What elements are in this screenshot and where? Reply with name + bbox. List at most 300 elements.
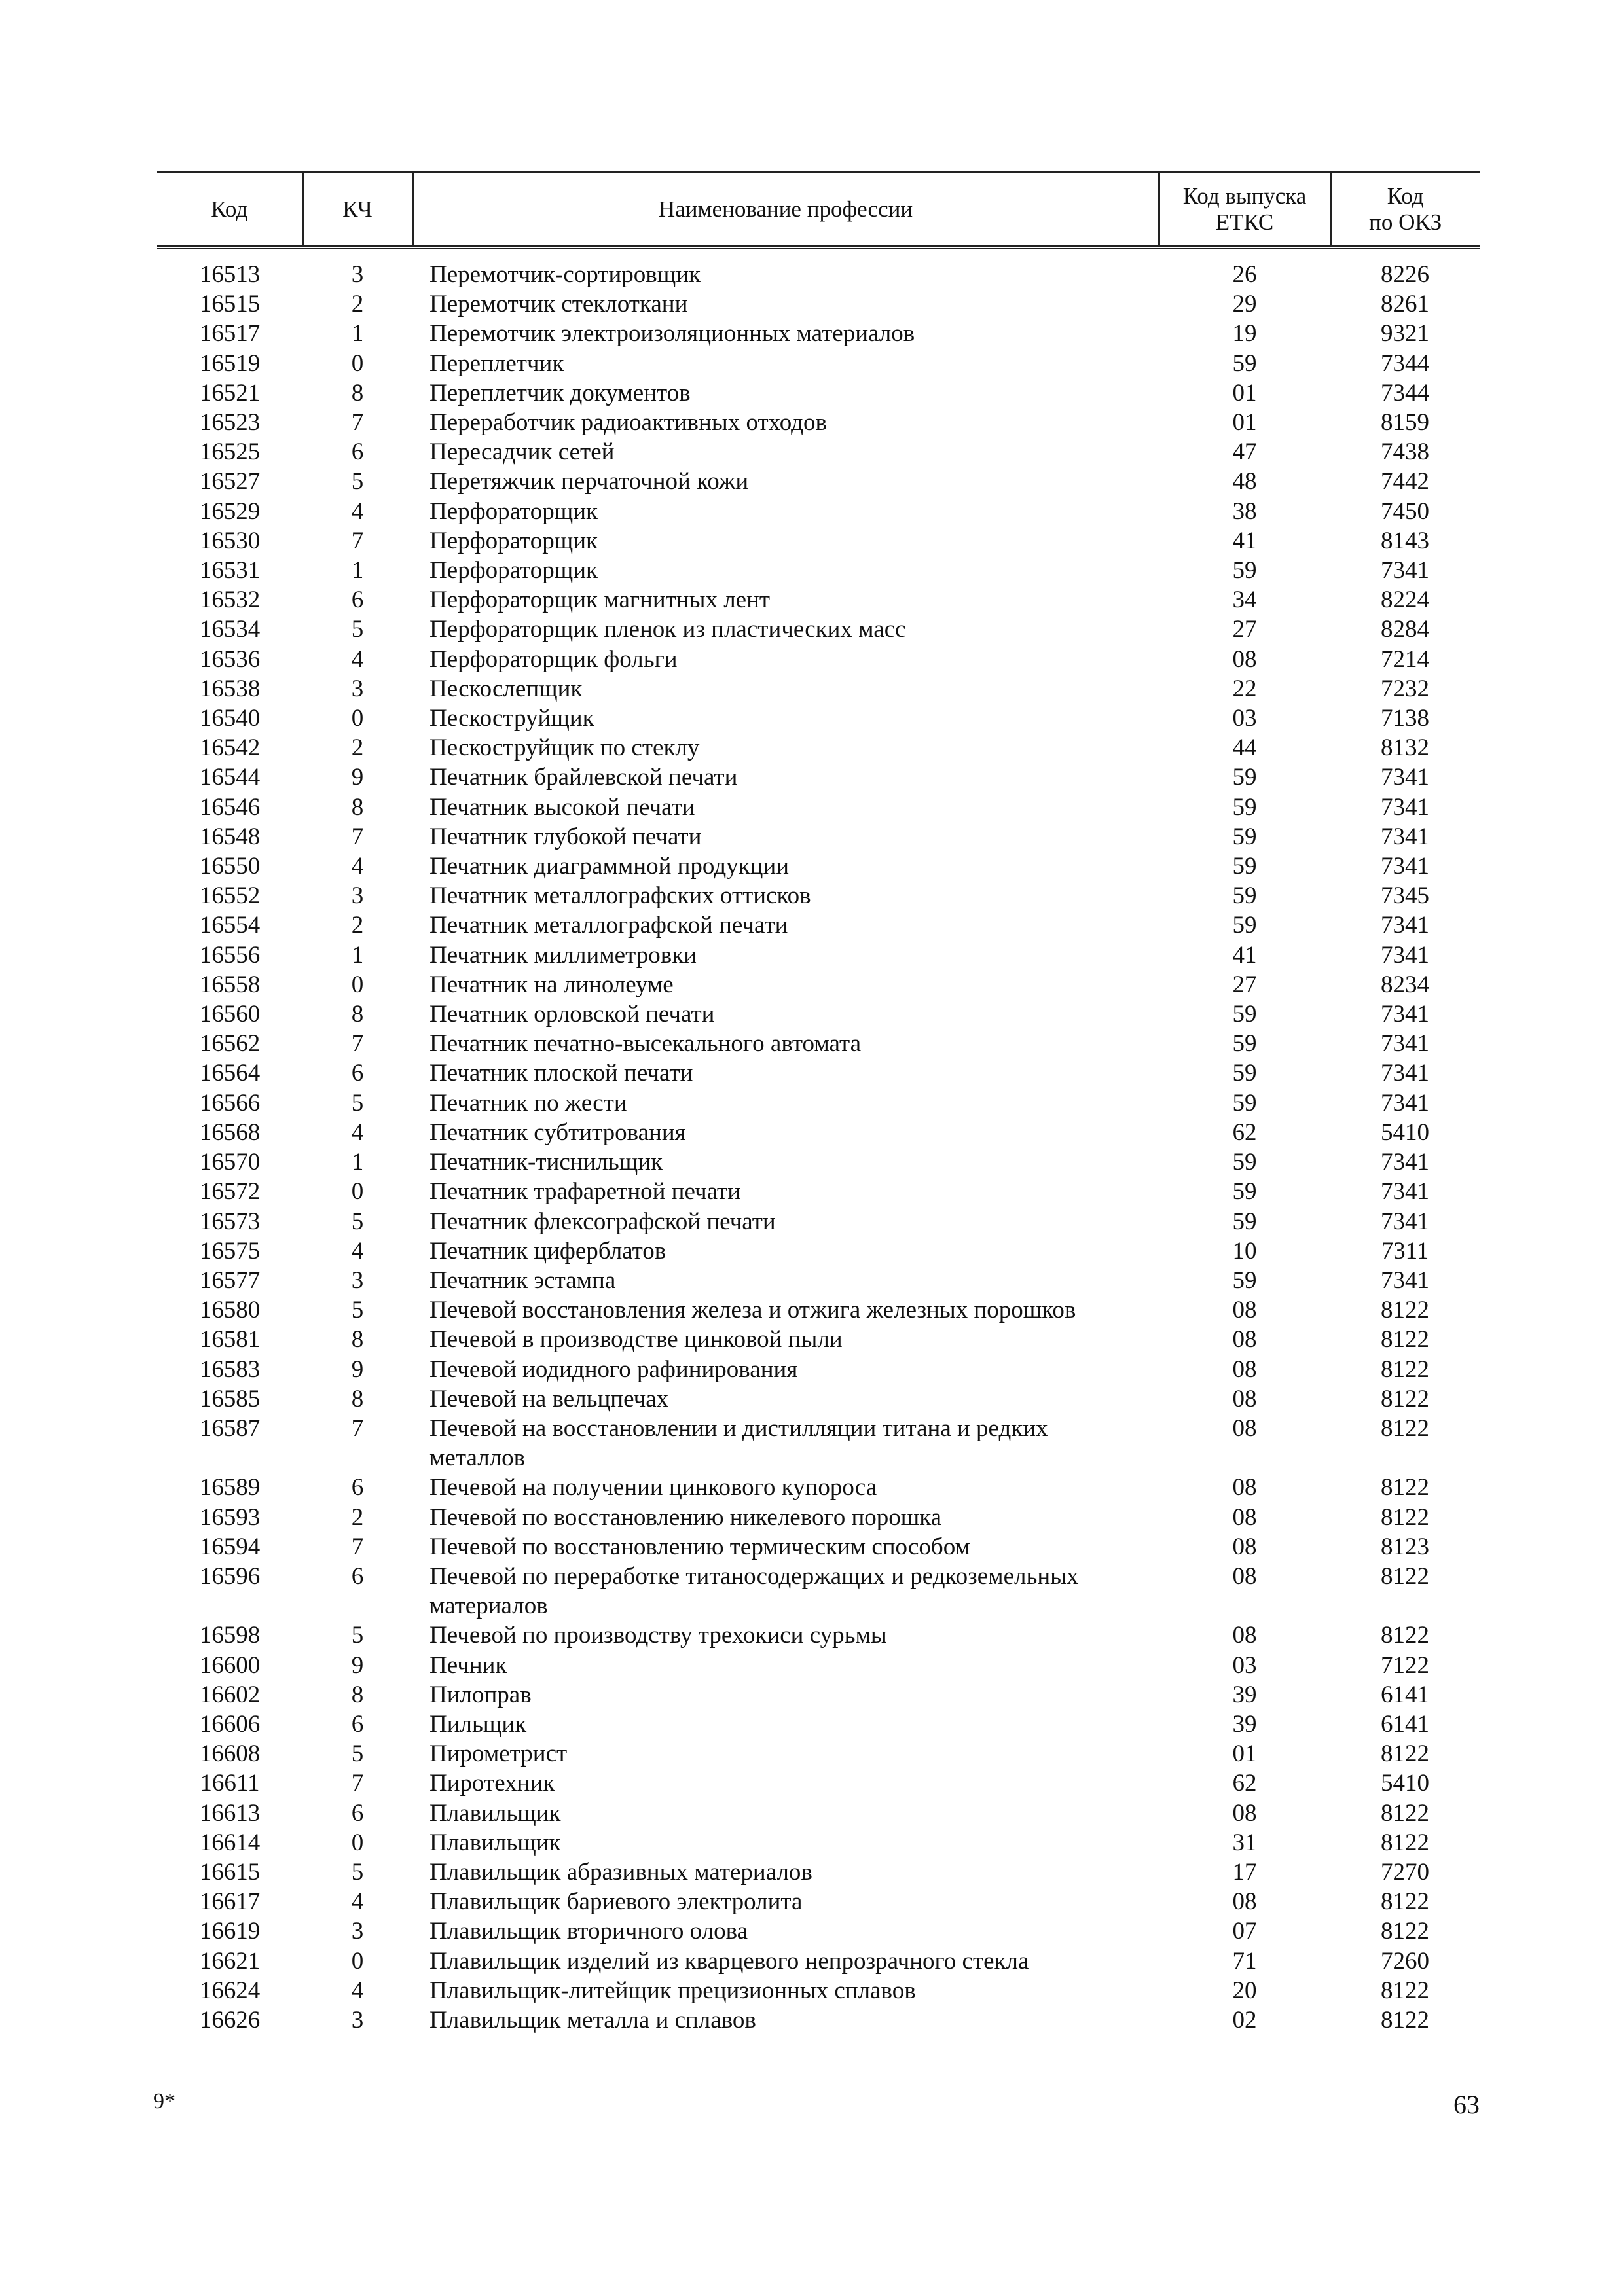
cell-kch: 5 bbox=[351, 616, 364, 643]
cell-etks: 59 bbox=[1232, 1266, 1257, 1294]
table-row bbox=[157, 1088, 1480, 1118]
cell-kch: 8 bbox=[351, 1326, 364, 1354]
cell-okz: 7344 bbox=[1381, 379, 1429, 406]
cell-code: 16619 bbox=[199, 1918, 261, 1945]
cell-name: Печатник эстампа bbox=[429, 1266, 616, 1294]
cell-etks: 31 bbox=[1232, 1829, 1257, 1856]
cell-name: Печатник на линолеуме bbox=[429, 971, 674, 998]
cell-name: Печатник трафаретной печати bbox=[429, 1178, 741, 1206]
cell-name: Печатник по жести bbox=[429, 1089, 627, 1117]
cell-okz: 7214 bbox=[1381, 645, 1429, 673]
cell-kch: 0 bbox=[351, 971, 364, 998]
cell-okz: 7341 bbox=[1381, 793, 1429, 821]
cell-etks: 17 bbox=[1232, 1858, 1257, 1886]
table-row bbox=[157, 1651, 1480, 1680]
cell-kch: 3 bbox=[351, 1918, 364, 1945]
cell-code: 16534 bbox=[199, 616, 261, 643]
cell-okz: 5410 bbox=[1381, 1119, 1429, 1146]
cell-name: Печатник металлографских оттисков bbox=[429, 882, 811, 910]
table-row bbox=[157, 1355, 1480, 1384]
cell-kch: 7 bbox=[351, 823, 364, 850]
cell-kch: 5 bbox=[351, 1622, 364, 1649]
cell-name: Печевой иодидного рафинирования bbox=[429, 1355, 798, 1383]
cell-name: Печевой на получении цинкового купороса bbox=[429, 1474, 877, 1501]
cell-okz: 8123 bbox=[1381, 1533, 1429, 1560]
table-row bbox=[157, 999, 1480, 1029]
table-row bbox=[157, 1207, 1480, 1236]
table-row bbox=[157, 1266, 1480, 1295]
cell-kch: 4 bbox=[351, 1119, 364, 1146]
cell-code: 16589 bbox=[199, 1474, 261, 1501]
cell-etks: 07 bbox=[1232, 1918, 1257, 1945]
cell-kch: 6 bbox=[351, 1562, 364, 1590]
cell-name: Печатник диаграммной продукции bbox=[429, 853, 790, 880]
cell-etks: 08 bbox=[1232, 1503, 1257, 1531]
cell-etks: 22 bbox=[1232, 675, 1257, 702]
cell-code: 16606 bbox=[199, 1710, 261, 1738]
cell-okz: 7270 bbox=[1381, 1858, 1429, 1886]
cell-kch: 5 bbox=[351, 1208, 364, 1235]
table-row bbox=[157, 1828, 1480, 1857]
table-row bbox=[157, 1946, 1480, 1976]
table-row bbox=[157, 1473, 1480, 1502]
cell-kch: 2 bbox=[351, 1503, 364, 1531]
cell-code: 16564 bbox=[199, 1060, 261, 1087]
cell-okz: 7341 bbox=[1381, 853, 1429, 880]
cell-okz: 8122 bbox=[1381, 2006, 1429, 2034]
cell-name: Печевой в производстве цинковой пыли bbox=[429, 1326, 843, 1354]
table-row bbox=[157, 319, 1480, 348]
cell-okz: 7341 bbox=[1381, 764, 1429, 791]
cell-kch: 4 bbox=[351, 1977, 364, 2004]
cell-code: 16554 bbox=[199, 912, 261, 939]
cell-kch: 0 bbox=[351, 1947, 364, 1975]
cell-kch: 3 bbox=[351, 2006, 364, 2034]
cell-kch: 7 bbox=[351, 1414, 364, 1442]
cell-name: Печатник глубокой печати bbox=[429, 823, 702, 850]
cell-kch: 0 bbox=[351, 1178, 364, 1206]
table-body bbox=[157, 247, 1480, 2035]
cell-okz: 8122 bbox=[1381, 1297, 1429, 1324]
cell-okz: 8143 bbox=[1381, 527, 1429, 554]
table-row bbox=[157, 733, 1480, 762]
cell-code: 16536 bbox=[199, 645, 261, 673]
cell-okz: 8122 bbox=[1381, 1622, 1429, 1649]
table-row bbox=[157, 1177, 1480, 1206]
cell-code: 16573 bbox=[199, 1208, 261, 1235]
cell-okz: 7341 bbox=[1381, 1208, 1429, 1235]
table-row bbox=[157, 822, 1480, 852]
cell-name: Перфораторщик bbox=[429, 497, 598, 525]
cell-etks: 08 bbox=[1232, 645, 1257, 673]
cell-name: Пескоструйщик bbox=[429, 705, 594, 732]
table-header bbox=[157, 173, 1480, 248]
table-row bbox=[157, 1976, 1480, 2005]
table-row bbox=[157, 1680, 1480, 1710]
cell-etks: 41 bbox=[1232, 527, 1257, 554]
cell-name: Перфораторщик магнитных лент bbox=[429, 586, 771, 614]
table-row bbox=[157, 1118, 1480, 1147]
cell-name: Плавильщик металла и сплавов bbox=[429, 2006, 756, 2034]
cell-name: Пиротехник bbox=[429, 1770, 555, 1797]
table-row bbox=[157, 970, 1480, 999]
cell-code: 16521 bbox=[199, 379, 261, 406]
cell-etks: 08 bbox=[1232, 1562, 1257, 1590]
cell-okz: 8122 bbox=[1381, 1918, 1429, 1945]
cell-etks: 08 bbox=[1232, 1888, 1257, 1916]
cell-okz: 8122 bbox=[1381, 1414, 1429, 1442]
table-row bbox=[157, 526, 1480, 556]
cell-okz: 8122 bbox=[1381, 1474, 1429, 1501]
cell-kch: 1 bbox=[351, 320, 364, 348]
cell-okz: 8261 bbox=[1381, 291, 1429, 318]
table-row bbox=[157, 1147, 1480, 1177]
cell-name: Перемотчик стеклоткани bbox=[429, 291, 688, 318]
cell-name: Печатник циферблатов bbox=[429, 1237, 666, 1265]
cell-etks: 47 bbox=[1232, 439, 1257, 466]
cell-etks: 01 bbox=[1232, 1740, 1257, 1768]
cell-kch: 5 bbox=[351, 1858, 364, 1886]
cell-name: Перфораторщик фольги bbox=[429, 645, 678, 673]
cell-etks: 19 bbox=[1232, 320, 1257, 348]
cell-etks: 08 bbox=[1232, 1799, 1257, 1827]
cell-code: 16617 bbox=[199, 1888, 261, 1916]
table-row bbox=[157, 1384, 1480, 1414]
cell-etks: 59 bbox=[1232, 1149, 1257, 1176]
cell-code: 16552 bbox=[199, 882, 261, 910]
cell-okz: 8284 bbox=[1381, 616, 1429, 643]
table-row bbox=[157, 1739, 1480, 1768]
cell-kch: 2 bbox=[351, 291, 364, 318]
cell-name: Переработчик радиоактивных отходов bbox=[429, 409, 827, 437]
cell-kch: 4 bbox=[351, 1237, 364, 1265]
cell-name: Печевой на вельцпечах bbox=[429, 1385, 669, 1412]
cell-name: Печатник миллиметровки bbox=[429, 941, 697, 969]
table-row bbox=[157, 585, 1480, 615]
cell-okz: 8122 bbox=[1381, 1503, 1429, 1531]
cell-code: 16523 bbox=[199, 409, 261, 437]
cell-name: Печатник печатно-высекального автомата bbox=[429, 1030, 862, 1058]
cell-code: 16626 bbox=[199, 2006, 261, 2034]
table-row bbox=[157, 1029, 1480, 1058]
header-name: Наименование профессии bbox=[412, 173, 1159, 248]
cell-kch: 3 bbox=[351, 1266, 364, 1294]
cell-etks: 03 bbox=[1232, 705, 1257, 732]
cell-code: 16593 bbox=[199, 1503, 261, 1531]
cell-okz: 7232 bbox=[1381, 675, 1429, 702]
cell-code: 16580 bbox=[199, 1297, 261, 1324]
table-row bbox=[157, 437, 1480, 467]
cell-etks: 59 bbox=[1232, 823, 1257, 850]
cell-etks: 08 bbox=[1232, 1474, 1257, 1501]
cell-okz: 7311 bbox=[1381, 1237, 1429, 1265]
cell-kch: 7 bbox=[351, 1030, 364, 1058]
cell-name: Печевой на восстановлении и дистилляции титана и редких металлов bbox=[429, 1414, 1048, 1472]
cell-name: Печевой восстановления железа и отжига железных порошков bbox=[429, 1297, 1076, 1324]
cell-code: 16613 bbox=[199, 1799, 261, 1827]
table-row bbox=[157, 1916, 1480, 1946]
cell-code: 16594 bbox=[199, 1533, 261, 1560]
cell-kch: 5 bbox=[351, 1089, 364, 1117]
cell-code: 16615 bbox=[199, 1858, 261, 1886]
cell-name: Плавильщик бариевого электролита bbox=[429, 1888, 803, 1916]
cell-name: Плавильщик изделий из кварцевого непрозрачного стекла bbox=[429, 1947, 1029, 1975]
cell-okz: 8122 bbox=[1381, 1740, 1429, 1768]
table-row bbox=[157, 852, 1480, 881]
cell-code: 16531 bbox=[199, 557, 261, 584]
cell-kch: 0 bbox=[351, 1829, 364, 1856]
cell-okz: 8122 bbox=[1381, 1829, 1429, 1856]
cell-name: Печевой по восстановлению никелевого порошка bbox=[429, 1503, 942, 1531]
cell-okz: 7450 bbox=[1381, 497, 1429, 525]
cell-code: 16585 bbox=[199, 1385, 261, 1412]
cell-etks: 59 bbox=[1232, 882, 1257, 910]
profession-table bbox=[157, 171, 1480, 2035]
table-row bbox=[157, 1295, 1480, 1325]
cell-kch: 5 bbox=[351, 1297, 364, 1324]
table-row bbox=[157, 289, 1480, 319]
cell-name: Печник bbox=[429, 1651, 507, 1679]
cell-code: 16577 bbox=[199, 1266, 261, 1294]
cell-name: Перфораторщик bbox=[429, 557, 598, 584]
cell-okz: 8122 bbox=[1381, 1977, 1429, 2004]
cell-name: Пирометрист bbox=[429, 1740, 568, 1768]
cell-okz: 7341 bbox=[1381, 1060, 1429, 1087]
cell-etks: 59 bbox=[1232, 1208, 1257, 1235]
cell-code: 16600 bbox=[199, 1651, 261, 1679]
cell-kch: 6 bbox=[351, 1799, 364, 1827]
cell-name: Печевой по производству трехокиси сурьмы bbox=[429, 1622, 887, 1649]
cell-etks: 08 bbox=[1232, 1622, 1257, 1649]
table-row bbox=[157, 615, 1480, 644]
header-code: Код bbox=[157, 173, 302, 248]
cell-kch: 4 bbox=[351, 645, 364, 673]
cell-etks: 59 bbox=[1232, 1030, 1257, 1058]
table-row bbox=[157, 1325, 1480, 1354]
cell-kch: 8 bbox=[351, 793, 364, 821]
cell-code: 16532 bbox=[199, 586, 261, 614]
cell-etks: 59 bbox=[1232, 853, 1257, 880]
cell-etks: 03 bbox=[1232, 1651, 1257, 1679]
table-row bbox=[157, 762, 1480, 792]
cell-name: Пескослепщик bbox=[429, 675, 583, 702]
cell-name: Печатник субтитрования bbox=[429, 1119, 686, 1146]
cell-okz: 8122 bbox=[1381, 1326, 1429, 1354]
cell-name: Переплетчик bbox=[429, 350, 564, 377]
cell-okz: 7438 bbox=[1381, 439, 1429, 466]
cell-etks: 59 bbox=[1232, 1178, 1257, 1206]
cell-etks: 62 bbox=[1232, 1770, 1257, 1797]
cell-okz: 7442 bbox=[1381, 468, 1429, 495]
cell-kch: 7 bbox=[351, 1770, 364, 1797]
cell-kch: 7 bbox=[351, 409, 364, 437]
cell-name: Перфораторщик bbox=[429, 527, 598, 554]
table-row bbox=[157, 497, 1480, 526]
table-row bbox=[157, 1503, 1480, 1532]
cell-etks: 29 bbox=[1232, 291, 1257, 318]
cell-name: Пескоструйщик по стеклу bbox=[429, 734, 700, 762]
cell-kch: 8 bbox=[351, 1001, 364, 1028]
cell-okz: 7138 bbox=[1381, 705, 1429, 732]
cell-okz: 8224 bbox=[1381, 586, 1429, 614]
cell-code: 16560 bbox=[199, 1001, 261, 1028]
cell-kch: 4 bbox=[351, 853, 364, 880]
cell-code: 16587 bbox=[199, 1414, 261, 1442]
cell-etks: 59 bbox=[1232, 1089, 1257, 1117]
cell-name: Перетяжчик перчаточной кожи bbox=[429, 468, 749, 495]
cell-okz: 8234 bbox=[1381, 971, 1429, 998]
cell-okz: 5410 bbox=[1381, 1770, 1429, 1797]
cell-kch: 8 bbox=[351, 1681, 364, 1708]
header-etks: Код выпуска ЕТКС bbox=[1159, 173, 1330, 248]
cell-kch: 2 bbox=[351, 912, 364, 939]
header-okz: Код по ОКЗ bbox=[1330, 173, 1480, 248]
cell-code: 16542 bbox=[199, 734, 261, 762]
cell-code: 16566 bbox=[199, 1089, 261, 1117]
table-row bbox=[157, 793, 1480, 822]
cell-name: Плавильщик абразивных материалов bbox=[429, 1858, 812, 1886]
cell-etks: 08 bbox=[1232, 1414, 1257, 1442]
cell-kch: 1 bbox=[351, 1149, 364, 1176]
cell-name: Пилоправ bbox=[429, 1681, 532, 1708]
cell-kch: 0 bbox=[351, 350, 364, 377]
cell-okz: 7341 bbox=[1381, 1001, 1429, 1028]
cell-code: 16583 bbox=[199, 1355, 261, 1383]
cell-okz: 8132 bbox=[1381, 734, 1429, 762]
table-row bbox=[157, 2005, 1480, 2035]
table-row bbox=[157, 247, 1480, 289]
cell-okz: 8122 bbox=[1381, 1355, 1429, 1383]
cell-name: Печатник орловской печати bbox=[429, 1001, 715, 1028]
cell-kch: 8 bbox=[351, 1385, 364, 1412]
cell-okz: 9321 bbox=[1381, 320, 1429, 348]
cell-kch: 9 bbox=[351, 1355, 364, 1383]
cell-name: Печатник брайлевской печати bbox=[429, 764, 738, 791]
cell-kch: 4 bbox=[351, 497, 364, 525]
cell-name: Перфораторщик пленок из пластических масс bbox=[429, 616, 906, 643]
cell-etks: 08 bbox=[1232, 1297, 1257, 1324]
cell-code: 16515 bbox=[199, 291, 261, 318]
cell-kch: 2 bbox=[351, 734, 364, 762]
cell-etks: 59 bbox=[1232, 912, 1257, 939]
cell-okz: 7345 bbox=[1381, 882, 1429, 910]
cell-okz: 8122 bbox=[1381, 1385, 1429, 1412]
cell-kch: 4 bbox=[351, 1888, 364, 1916]
cell-code: 16538 bbox=[199, 675, 261, 702]
cell-kch: 3 bbox=[351, 261, 364, 288]
cell-okz: 7341 bbox=[1381, 1178, 1429, 1206]
cell-name: Переплетчик документов bbox=[429, 379, 691, 406]
cell-code: 16596 bbox=[199, 1562, 261, 1590]
cell-kch: 6 bbox=[351, 439, 364, 466]
cell-okz: 7341 bbox=[1381, 1266, 1429, 1294]
table-row bbox=[157, 1710, 1480, 1739]
cell-name: Плавильщик-литейщик прецизионных сплавов bbox=[429, 1977, 916, 2004]
cell-etks: 26 bbox=[1232, 261, 1257, 288]
cell-name: Печевой по восстановлению термическим способом bbox=[429, 1533, 970, 1560]
table-row bbox=[157, 645, 1480, 674]
cell-okz: 7341 bbox=[1381, 1089, 1429, 1117]
cell-code: 16598 bbox=[199, 1622, 261, 1649]
cell-okz: 7260 bbox=[1381, 1947, 1429, 1975]
table-row bbox=[157, 704, 1480, 733]
cell-okz: 8122 bbox=[1381, 1799, 1429, 1827]
cell-code: 16546 bbox=[199, 793, 261, 821]
cell-code: 16575 bbox=[199, 1237, 261, 1265]
table-row bbox=[157, 1562, 1480, 1621]
cell-etks: 48 bbox=[1232, 468, 1257, 495]
cell-etks: 08 bbox=[1232, 1355, 1257, 1383]
cell-etks: 34 bbox=[1232, 586, 1257, 614]
cell-code: 16570 bbox=[199, 1149, 261, 1176]
table-row bbox=[157, 1857, 1480, 1887]
cell-code: 16530 bbox=[199, 527, 261, 554]
cell-kch: 0 bbox=[351, 705, 364, 732]
table-row bbox=[157, 941, 1480, 970]
cell-etks: 59 bbox=[1232, 1060, 1257, 1087]
cell-code: 16550 bbox=[199, 853, 261, 880]
table-row bbox=[157, 1532, 1480, 1562]
cell-code: 16517 bbox=[199, 320, 261, 348]
table-row bbox=[157, 349, 1480, 378]
profession-table-container bbox=[157, 171, 1480, 2035]
cell-okz: 6141 bbox=[1381, 1681, 1429, 1708]
table-row bbox=[157, 1887, 1480, 1916]
cell-okz: 7341 bbox=[1381, 557, 1429, 584]
cell-okz: 7341 bbox=[1381, 1149, 1429, 1176]
cell-etks: 59 bbox=[1232, 793, 1257, 821]
cell-kch: 3 bbox=[351, 882, 364, 910]
cell-okz: 7122 bbox=[1381, 1651, 1429, 1679]
cell-etks: 20 bbox=[1232, 1977, 1257, 2004]
cell-code: 16572 bbox=[199, 1178, 261, 1206]
cell-kch: 9 bbox=[351, 764, 364, 791]
cell-name: Пильщик bbox=[429, 1710, 527, 1738]
cell-code: 16540 bbox=[199, 705, 261, 732]
cell-code: 16614 bbox=[199, 1829, 261, 1856]
cell-name: Пересадчик сетей bbox=[429, 439, 615, 466]
cell-name: Печатник металлографской печати bbox=[429, 912, 788, 939]
table-row bbox=[157, 556, 1480, 585]
cell-etks: 59 bbox=[1232, 350, 1257, 377]
cell-kch: 5 bbox=[351, 1740, 364, 1768]
cell-okz: 8122 bbox=[1381, 1562, 1429, 1590]
cell-kch: 5 bbox=[351, 468, 364, 495]
cell-kch: 1 bbox=[351, 941, 364, 969]
cell-name: Печатник плоской печати bbox=[429, 1060, 693, 1087]
cell-code: 16548 bbox=[199, 823, 261, 850]
cell-okz: 8122 bbox=[1381, 1888, 1429, 1916]
cell-name: Печатник флексографской печати bbox=[429, 1208, 776, 1235]
cell-kch: 8 bbox=[351, 379, 364, 406]
cell-etks: 59 bbox=[1232, 1001, 1257, 1028]
table-row bbox=[157, 674, 1480, 704]
cell-kch: 6 bbox=[351, 1710, 364, 1738]
cell-kch: 6 bbox=[351, 1060, 364, 1087]
cell-etks: 01 bbox=[1232, 379, 1257, 406]
cell-code: 16527 bbox=[199, 468, 261, 495]
cell-okz: 8159 bbox=[1381, 409, 1429, 437]
cell-code: 16624 bbox=[199, 1977, 261, 2004]
cell-name: Перемотчик электроизоляционных материалов bbox=[429, 320, 915, 348]
cell-etks: 38 bbox=[1232, 497, 1257, 525]
cell-etks: 02 bbox=[1232, 2006, 1257, 2034]
cell-name: Плавильщик bbox=[429, 1829, 561, 1856]
header-kch: КЧ bbox=[302, 173, 412, 248]
table-row bbox=[157, 1414, 1480, 1473]
table-row bbox=[157, 467, 1480, 496]
cell-name: Перемотчик-сортировщик bbox=[429, 261, 701, 288]
